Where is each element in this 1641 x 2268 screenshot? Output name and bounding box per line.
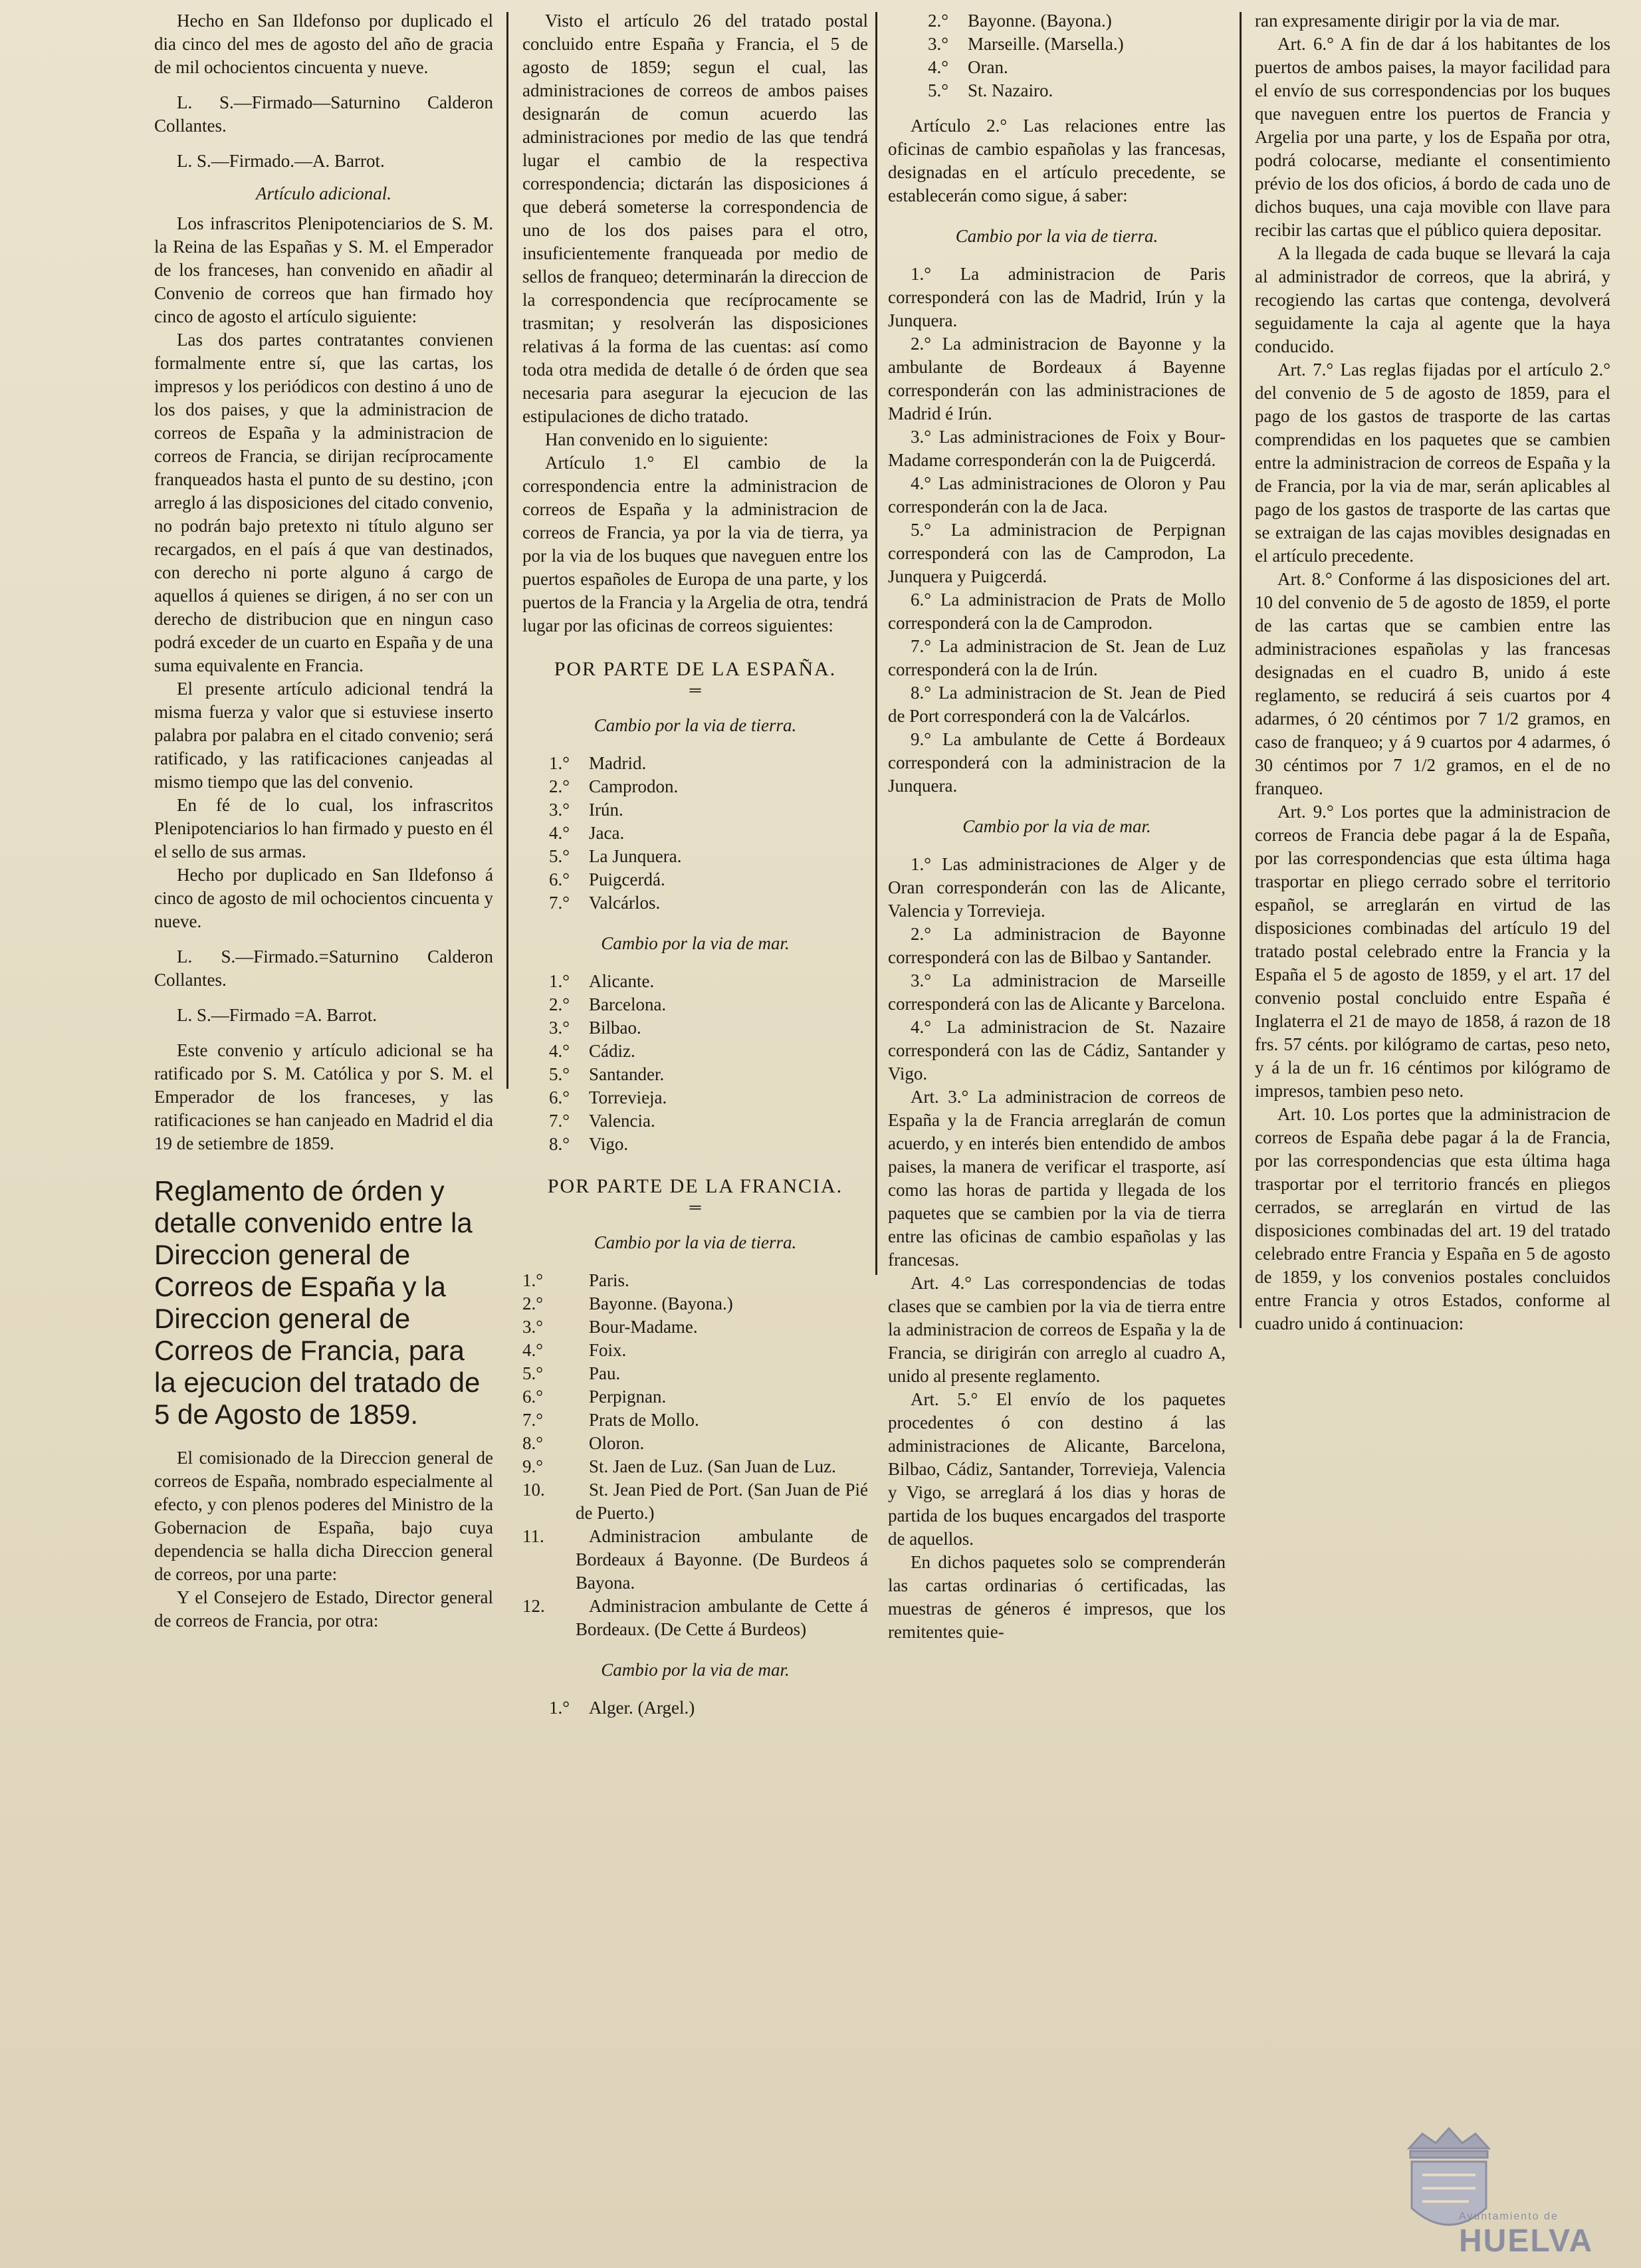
paragraph: A la llegada de cada buque se llevará la caja al administrador de correos, que la abrirá, y recogiendo las cartas que contenga, devolverá seguidamente la caja al agente que la haya conducido.: [1255, 243, 1610, 356]
column-3: [888, 9, 1226, 2228]
signature-line: L. S.—Firmado.=Saturnino Calderon Collantes.: [154, 947, 493, 990]
list-item: 4.° Foix.: [522, 1340, 627, 1360]
list-item: 11. Administracion ambulante de Bordeaux á Bayonne. (De Burdeos á Bayona.: [522, 1526, 868, 1593]
paragraph: Art. 9.° Los portes que la administracion de correos de Francia debe pagar á la de España, por las correspondencias que esta última haga trasportar en pliego cerrado sobre el territorio español, se arreglarán en virtud de las disposiciones combinadas del artículo 19 del tratado postal celebrado entre la Francia y la España el 5 de agosto de 1859, y el art. 17 del convenio postal concluido entre España é Inglaterra el 21 de mayo de 1858, á razon de 18 frs. 57 cénts. por kilógramo de cartas, peso neto, y á la de un fr. 16 céntimos por kilógramo de impresos, tambien peso neto.: [1255, 802, 1610, 1101]
paragraph: El comisionado de la Direccion general de correos de España, nombrado especialmente al efecto, y con plenos poderes del Ministro de la Gobernacion de España, bajo cuya dependencia se halla dicha Direccion general de correos, por una parte:: [154, 1448, 493, 1584]
list-item: 2.° Barcelona.: [549, 994, 667, 1014]
heading-france: POR PARTE DE LA FRANCIA.: [547, 1175, 843, 1197]
signature-line: L. S.—Firmado.—A. Barrot.: [177, 151, 385, 171]
list-item: 8.° Oloron.: [522, 1433, 645, 1453]
paragraph: Art. 8.° Conforme á las disposiciones del art. 10 del convenio de 5 de agosto de 1859, el porte de las cartas que se cambien entre las administraciones españolas y las francesas designadas en el cuadro B, unido á este reglamento, se reducirá á seis cuartos por 4 adarmes, ó 20 céntimos por 7 1/2 gramos, en caso de franqueo; y á 9 cuartos por 4 adarmes, ó 30 céntimos por 7 1/2 gramos, en el de no franqueo.: [1255, 569, 1610, 798]
list-item: 5.° La Junquera.: [549, 846, 682, 866]
list-item: 1.° Paris.: [522, 1270, 629, 1290]
list-item: 7.° Prats de Mollo.: [522, 1410, 699, 1430]
list-item: 4.° Jaca.: [549, 823, 625, 843]
signature-line: L. S.—Firmado =A. Barrot.: [177, 1005, 377, 1025]
paragraph: Art. 10. Los portes que la administracion de correos de España debe pagar á la de Francia, por las correspondencias que esta última haga trasportar por el territorio francés en pliegos cerrados, se arreglarán en virtud de las disposiciones combinadas del art. 19 del tratado celebrado entre Francia y España en 5 de agosto de 1859, y los convenios postales concluidos entre Francia y otros Estados, conforme al cuadro unido á continuacion:: [1255, 1104, 1610, 1333]
paragraph: Art. 3.° La administracion de correos de España y la de Francia arreglarán de comun acuerdo, y en interés bien entendido de ambos paises, la manera de verificar el trasporte, así como las horas de partida y llegada de los paquetes que se cambien por la via de tierra entre las oficinas de cambio españolas y las francesas.: [888, 1087, 1226, 1270]
paragraph: En dichos paquetes solo se comprenderán las cartas ordinarias ó certificadas, las muestras de géneros é impresos, que los remitentes quie-: [888, 1552, 1226, 1642]
list-item: 12. Administracion ambulante de Cette á Bordeaux. (De Cette á Burdeos): [522, 1596, 868, 1639]
column-rule: [875, 12, 877, 1275]
paragraph: 9.° La ambulante de Cette á Bordeaux corresponderá con la administracion de la Junquera.: [888, 729, 1226, 796]
list-item: 4.° Oran.: [928, 57, 1008, 77]
list-item: 1.° Alger. (Argel.): [549, 1698, 695, 1718]
paragraph: 7.° La administracion de St. Jean de Luz corresponderá con la de Irún.: [888, 636, 1226, 679]
column-1: [154, 9, 493, 2228]
double-rule: ═: [689, 1199, 701, 1216]
paragraph: En fé de lo cual, los infrascritos Plenipotenciarios lo han firmado y puesto en él el sello de sus armas.: [154, 795, 493, 861]
paragraph: Las dos partes contratantes convienen formalmente entre sí, que las cartas, los impresos y los periódicos con destino á uno de los dos paises, y que la administracion de correos de España y la administracion de correos de Francia, se dirijan recíprocamente franqueados hasta el punto de su destino, ¡con arreglo á las disposiciones del citado convenio, no podrán bajo pretexto ni título alguno ser recargados, en el país á que van destinados, con derecho ni porte alguno á cargo de aquellos á quienes se dirigen, á no ser con un derecho de distribucion que en ningun caso podrá exceder de un cuarto en España y de una suma equivalente en Francia.: [154, 330, 493, 675]
paragraph: ran expresamente dirigir por la via de mar.: [1255, 11, 1560, 31]
paragraph: 2.° La administracion de Bayonne corresponderá con las de Bilbao y Santander.: [888, 924, 1226, 967]
paragraph: 8.° La administracion de St. Jean de Pied de Port corresponderá con la de Valcárlos.: [888, 683, 1226, 726]
reglamento-title: Reglamento de órden y detalle convenido entre la Direccion general de Correos de España y la Direccion general de Correos de Francia, para la ejecucion del tratado de 5 de Agosto de 1859.: [154, 1175, 481, 1430]
list-item: 2.° Bayonne. (Bayona.): [522, 1294, 733, 1313]
column-rule: [1240, 12, 1242, 1328]
paragraph: 1.° La administracion de Paris corresponderá con las de Madrid, Irún y la Junquera.: [888, 264, 1226, 330]
paragraph: Visto el artículo 26 del tratado postal concluido entre España y Francia, el 5 de agosto de 1859; segun el cual, las administraciones de correos de ambos paises designarán de comun acuerdo las administraciones por medio de las que tendrá lugar el cambio de la respectiva correspondencia; dictarán las disposiciones á que deberá someterse la correspondencia de uno de los dos paises para el otro, insuficientemente franqueada por medio de sellos de franqueo; determinarán la direccion de la correspondencia que recíprocamente se trasmitan; y resolverán las disposiciones relativas á la forma de las cuentas: así como toda otra medida de detalle ó de órden que sea necesaria para asegurar la ejecucion de las estipulaciones de dicho tratado.: [522, 11, 868, 426]
list-item: 6.° Torrevieja.: [549, 1087, 667, 1107]
list-item: 5.° Pau.: [522, 1363, 621, 1383]
subheading: Cambio por la via de mar.: [601, 933, 790, 953]
list-item: 10. St. Jean Pied de Port. (San Juan de Pié de Puerto.): [522, 1480, 868, 1523]
france-sea-list-cont: [928, 9, 1226, 102]
subheading: Cambio por la via de tierra.: [594, 1232, 797, 1252]
column-rule: [506, 12, 508, 1089]
paragraph: Hecho en San Ildefonso por duplicado el dia cinco del mes de agosto del año de gracia de mil ochocientos cincuenta y nueve.: [154, 11, 493, 77]
list-item: 2.° Camprodon.: [549, 776, 679, 796]
paragraph: Han convenido en lo siguiente:: [545, 429, 768, 449]
subheading: Cambio por la via de mar.: [962, 816, 1151, 836]
list-item: 1.° Alicante.: [549, 971, 655, 991]
column-4: [1255, 9, 1610, 2228]
paragraph: Art. 5.° El envío de los paquetes procedentes ó con destino á las administraciones de Alicante, Barcelona, Bilbao, Cádiz, Santander, Torrevieja, Valencia y Vigo, se arreglará á los dias y horas de partida de los buques encargados del trasporte de aquellos.: [888, 1389, 1226, 1549]
logo-small-text: Ayuntamiento de: [1459, 2211, 1559, 2222]
paragraph: Hecho por duplicado en San Ildefonso á cinco de agosto de mil ochocientos cincuenta y nueve.: [154, 865, 493, 931]
subheading: Cambio por la via de tierra.: [955, 226, 1158, 246]
paragraph: El presente artículo adicional tendrá la misma fuerza y valor que si estuviese inserto palabra por palabra en el citado convenio; será ratificado, y las ratificaciones canjeadas al mismo tiempo que las del convenio.: [154, 679, 493, 792]
subheading: Cambio por la via de tierra.: [594, 715, 797, 735]
column-2: [522, 9, 868, 2228]
paragraph: Artículo 1.° El cambio de la correspondencia entre la administracion de correos de España y la administracion de correos de Francia, ya por la via de tierra, ya por la via de los buques que naveguen entre los puertos españoles de Europa de una parte, y los puertos de la Francia y la Argelia de otra, tendrá lugar por las oficinas de correos siguientes:: [522, 453, 868, 635]
paragraph: 5.° La administracion de Perpignan corresponderá con las de Camprodon, La Junquera y Puigcerdá.: [888, 520, 1226, 586]
paragraph: Art. 6.° A fin de dar á los habitantes de los puertos de ambos paises, la mayor facilidad para el envío de sus correspondencias por los buques que naveguen entre los puertos de Francia y Argelia por una parte, y los de España por otra, podrá colocarse, mediante el consentimiento prévio de los dos oficios, á bordo de cada uno de dichos buques, una caja movible con llave para recibir las cartas que el público quiera depositar.: [1255, 34, 1610, 240]
list-item: 6.° Perpignan.: [522, 1387, 667, 1407]
paragraph: Art. 7.° Las reglas fijadas por el artículo 2.° del convenio de 5 de agosto de 1859, para el pago de los gastos de trasporte de las cartas comprendidas en los paquetes que se cambien entre la administracion de correos de España y la de Francia, por la via de mar, serán aplicables al pago de los gastos de trasporte de las cartas que se extraigan de las cajas movibles designadas en el artículo precedente.: [1255, 360, 1610, 566]
signature-line: L. S.—Firmado—Saturnino Calderon Collantes.: [154, 92, 493, 136]
france-sea-list: [549, 1696, 868, 1720]
list-item: 1.° Madrid.: [549, 753, 647, 773]
list-item: 3.° Irún.: [549, 800, 623, 820]
paragraph: 4.° La administracion de St. Nazaire corresponderá con las de Cádiz, Santander y Vigo.: [888, 1017, 1226, 1083]
heading-spain: POR PARTE DE LA ESPAÑA.: [554, 658, 837, 680]
list-item: 4.° Cádiz.: [549, 1041, 635, 1061]
paragraph: 1.° Las administraciones de Alger y de Oran corresponderán con las de Alicante, Valencia y Torrevieja.: [888, 854, 1226, 921]
list-item: 6.° Puigcerdá.: [549, 869, 665, 889]
list-item: 3.° Marseille. (Marsella.): [928, 34, 1124, 54]
list-item: 3.° Bour-Madame.: [522, 1317, 698, 1337]
list-item: 5.° St. Nazairo.: [928, 80, 1053, 100]
paragraph: 2.° La administracion de Bayonne y la ambulante de Bordeaux á Bayenne corresponderán con las administraciones de Madrid é Irún.: [888, 334, 1226, 423]
france-land-list: [522, 1269, 868, 1641]
list-item: 3.° Bilbao.: [549, 1018, 641, 1038]
logo-big-text: HUELVA: [1459, 2223, 1594, 2259]
spain-sea-list: [549, 970, 868, 1156]
paragraph: 6.° La administracion de Prats de Mollo corresponderá con la de Camprodon.: [888, 590, 1226, 633]
paragraph: Art. 4.° Las correspondencias de todas clases que se cambien por la via de tierra entre la administracion de correos de España y la de Francia, se dirigirán con arreglo al cuadro A, unido al presente reglamento.: [888, 1273, 1226, 1386]
paragraph: 3.° Las administraciones de Foix y Bour-Madame corresponderán con la de Puigcerdá.: [888, 427, 1226, 470]
section-heading: Artículo adicional.: [256, 183, 391, 203]
list-item: 5.° Santander.: [549, 1064, 665, 1084]
paragraph: 4.° Las administraciones de Oloron y Pau corresponderán con la de Jaca.: [888, 473, 1226, 516]
paragraph: Artículo 2.° Las relaciones entre las oficinas de cambio españolas y las francesas, designadas en el artículo precedente, se establecerán como sigue, á saber:: [888, 116, 1226, 205]
paragraph: Y el Consejero de Estado, Director general de correos de Francia, por otra:: [154, 1587, 493, 1631]
double-rule: ═: [689, 682, 701, 699]
paragraph: Este convenio y artículo adicional se ha ratificado por S. M. Católica y por S. M. el Emperador de los franceses, y las ratificaciones se han canjeado en Madrid el dia 19 de setiembre de 1859.: [154, 1040, 493, 1153]
list-item: 2.° Bayonne. (Bayona.): [928, 11, 1112, 31]
paragraph: 3.° La administracion de Marseille corresponderá con las de Alicante y Barcelona.: [888, 970, 1226, 1014]
list-item: 8.° Vigo.: [549, 1134, 629, 1154]
list-item: 7.° Valencia.: [549, 1111, 655, 1131]
spain-land-list: [549, 752, 868, 915]
list-item: 9.° St. Jaen de Luz. (San Juan de Luz.: [522, 1456, 836, 1476]
list-item: 7.° Valcárlos.: [549, 893, 661, 913]
subheading: Cambio por la via de mar.: [601, 1660, 790, 1680]
paragraph: Los infrascritos Plenipotenciarios de S. M. la Reina de las Españas y S. M. el Emperador de los franceses, han convenido en añadir al Convenio de correos que han firmado hoy cinco de agosto el artículo siguiente:: [154, 213, 493, 326]
